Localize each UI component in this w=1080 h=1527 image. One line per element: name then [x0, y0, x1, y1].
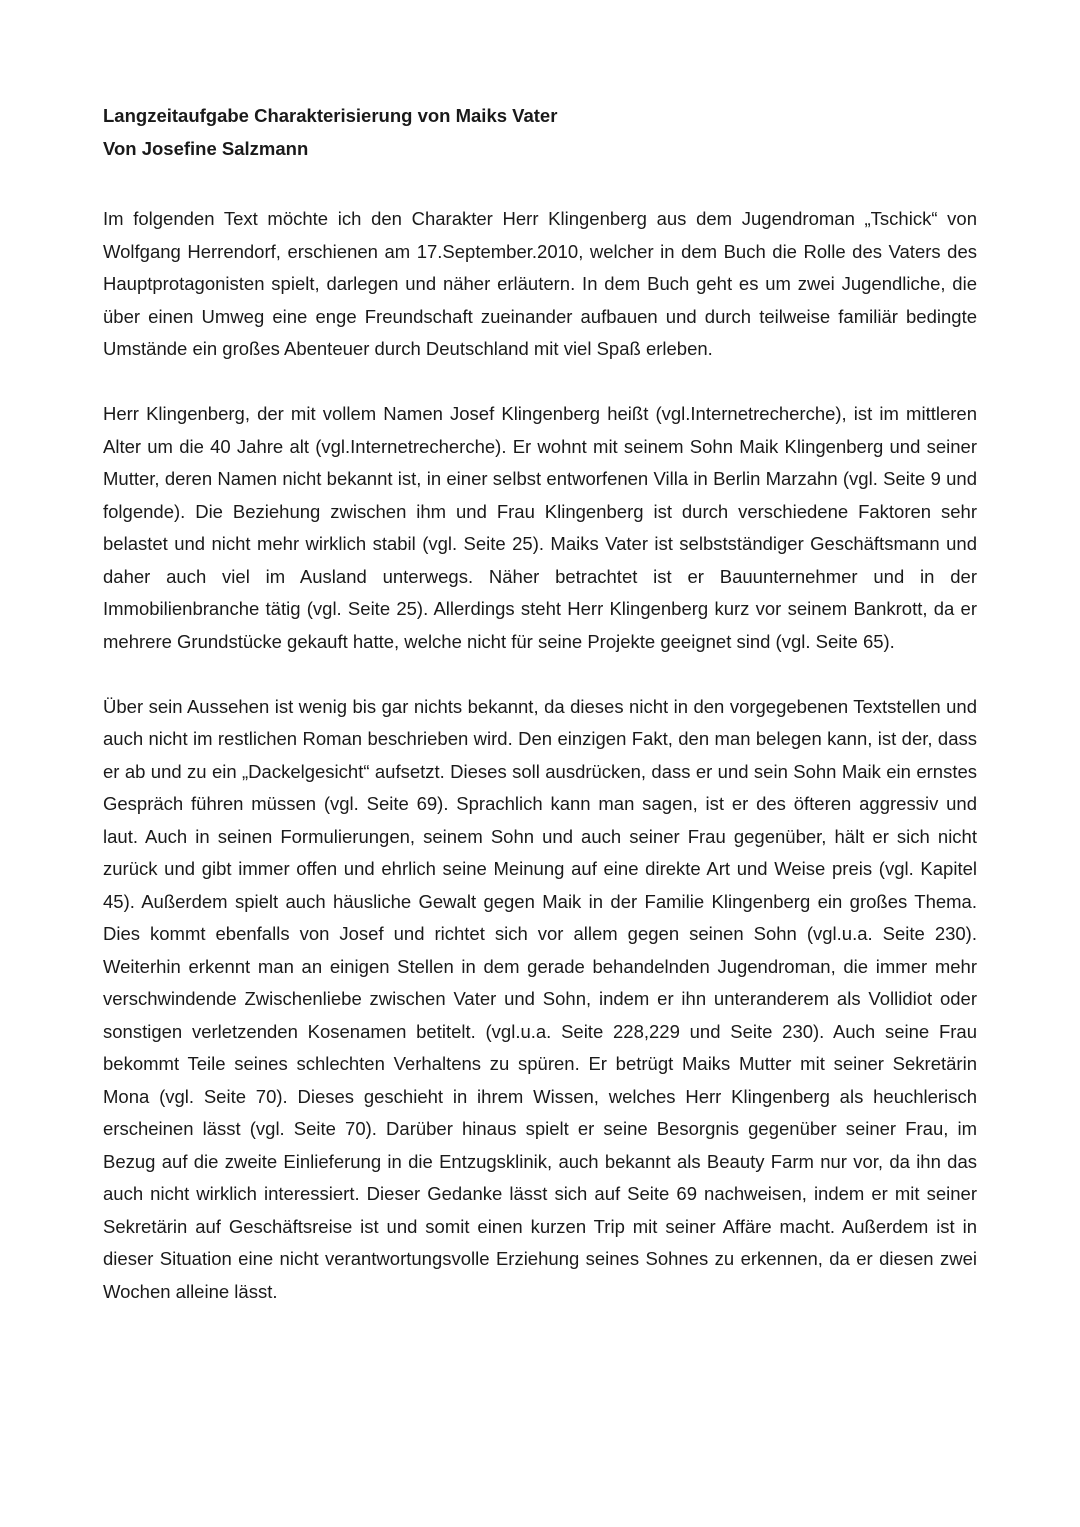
paragraph-gap	[103, 366, 977, 399]
paragraph-background: Herr Klingenberg, der mit vollem Namen Josef Klingenberg heißt (vgl.Internetrecherche), ist im mittleren Alter um die 40 Jahre alt (vgl.Internetrecherche). Er wohnt mit seinem Sohn Maik Klingenberg und seiner Mutter, deren Namen nicht bekannt ist, in einer selbst entworfenen Villa in Berlin Marzahn (vgl. Seite 9 und folgende). Die Beziehung zwischen ihm und Frau Klingenberg ist durch verschiedene Faktoren sehr belastet und nicht mehr wirklich stabil (vgl. Seite 25). Maiks Vater ist selbstständiger Geschäftsmann und daher auch viel im Ausland unterwegs. Näher betrachtet ist er Bauunternehmer und in der Immobilienbranche tätig (vgl. Seite 25). Allerdings steht Herr Klingenberg kurz vor seinem Bankrott, da er mehrere Grundstücke gekauft hatte, welche nicht für seine Projekte geeignet sind (vgl. Seite 65).	[103, 403, 977, 652]
heading-spacer	[103, 165, 977, 203]
document-author: Von Josefine Salzmann	[103, 138, 309, 159]
document-title: Langzeitaufgabe Charakterisierung von Maiks Vater	[103, 105, 558, 126]
document-page	[103, 99, 977, 1308]
paragraph-characterization: Über sein Aussehen ist wenig bis gar nichts bekannt, da dieses nicht in den vorgegebenen Textstellen und auch nicht im restlichen Roman beschrieben wird. Den einzigen Fakt, den man belegen kann, ist der, dass er ab und zu ein „Dackelgesicht“ aufsetzt. Dieses soll ausdrücken, dass er und sein Sohn Maik ein ernstes Gespräch führen müssen (vgl. Seite 69). Sprachlich kann man sagen, ist er des öfteren aggressiv und laut. Auch in seinen Formulierungen, seinem Sohn und auch seiner Frau gegenüber, hält er sich nicht zurück und gibt immer offen und ehrlich seine Meinung auf eine direkte Art und Weise preis (vgl. Kapitel 45). Außerdem spielt auch häusliche Gewalt gegen Maik in der Familie Klingenberg ein großes Thema. Dies kommt ebenfalls von Josef und richtet sich vor allem gegen seinen Sohn (vgl.u.a. Seite 230). Weiterhin erkennt man an einigen Stellen in dem gerade behandelnden Jugendroman, die immer mehr verschwindende Zwischenliebe zwischen Vater und Sohn, indem er ihn unteranderem als Vollidiot oder sonstigen verletzenden Kosenamen betitelt. (vgl.u.a. Seite 228,229 und Seite 230). Auch seine Frau bekommt Teile seines schlechten Verhaltens zu spüren. Er betrügt Maiks Mutter mit seiner Sekretärin Mona (vgl. Seite 70). Dieses geschieht in ihrem Wissen, welches Herr Klingenberg als heuchlerisch erscheinen lässt (vgl. Seite 70). Darüber hinaus spielt er seine Besorgnis gegenüber seiner Frau, im Bezug auf die zweite Einlieferung in die Entzugsklinik, auch bekannt als Beauty Farm nur vor, da ihn das auch nicht wirklich interessiert. Dieser Gedanke lässt sich auf Seite 69 nachweisen, indem er mit seiner Sekretärin auf Geschäftsreise ist und somit einen kurzen Trip mit seiner Affäre macht. Außerdem ist in dieser Situation eine nicht verantwortungsvolle Erziehung seines Sohnes zu erkennen, da er diesen zwei Wochen alleine lässt.	[103, 695, 977, 1302]
paragraph-introduction: Im folgenden Text möchte ich den Charakter Herr Klingenberg aus dem Jugendroman „Tschick“ von Wolfgang Herrendorf, erschienen am 17.September.2010, welcher in dem Buch die Rolle des Vaters des Hauptprotagonisten spielt, darlegen und näher erläutern. In dem Buch geht es um zwei Jugendliche, die über einen Umweg eine enge Freundschaft zueinander aufbauen und durch teilweise familiär bedingte Umstände ein großes Abenteuer durch Deutschland mit viel Spaß erleben.	[103, 208, 977, 359]
paragraph-gap	[103, 658, 977, 691]
